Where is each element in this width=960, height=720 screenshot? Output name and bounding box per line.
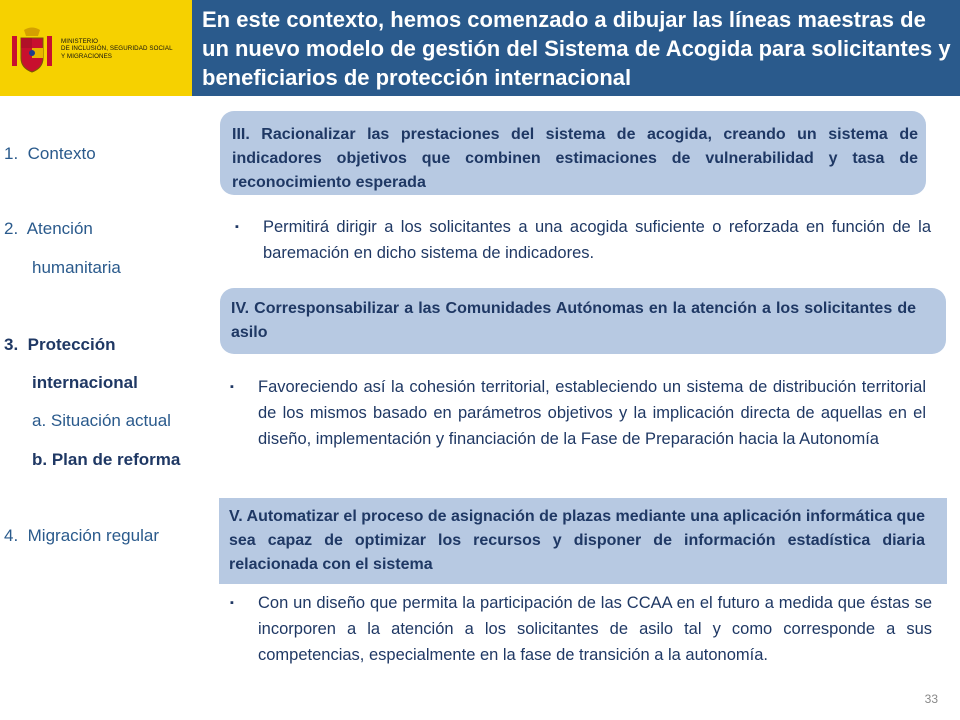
bullet-text: Permitirá dirigir a los solicitantes a una acogida suficiente o reforzada en función de la baremación en dicho sistema de indicadores. [263, 218, 931, 262]
nav-subitem-plan-de-reforma[interactable] [32, 450, 180, 470]
nav-label: Migración regular [27, 526, 159, 545]
section-heading-v: V. Automatizar el proceso de asignación de plazas mediante una aplicación informática que sea capaz de optimizar los recursos y disponer de información estadística diaria relacionada con el sistema [219, 498, 947, 584]
page-number: 33 [924, 692, 938, 706]
nav-number: 1. [4, 144, 19, 163]
nav-item-atencion-humanitaria[interactable] [4, 219, 93, 239]
nav-item-proteccion-internacional[interactable] [4, 335, 116, 355]
nav-label: Protección [27, 335, 116, 354]
nav-number: 2. [4, 219, 19, 238]
nav-number: 3. [4, 335, 19, 354]
nav-number: a. [32, 411, 47, 430]
nav-label: Contexto [27, 144, 96, 163]
coat-of-arms-icon [10, 26, 54, 74]
section-bullet-iv [230, 374, 926, 452]
page-title: En este contexto, hemos comenzado a dibujar las líneas maestras de un nuevo modelo de gestión del Sistema de Acogida para solicitantes y beneficiarios de protección internacional [202, 7, 951, 90]
nav-item-label-cont: internacional [32, 373, 138, 392]
bullet-marker-icon: ▪ [235, 221, 239, 233]
bullet-marker-icon: ▪ [230, 381, 234, 393]
nav-subitem-situacion-actual[interactable] [32, 411, 171, 431]
bullet-text: Con un diseño que permita la participación de las CCAA en el futuro a medida que éstas se incorporen a la atención a los solicitantes de asilo tal y como corresponde a sus competencias, especialmente en la fase de transición a la autonomía. [258, 594, 932, 664]
ministry-line: DE INCLUSIÓN, SEGURIDAD SOCIAL [61, 45, 173, 53]
nav-label: Plan de reforma [51, 450, 181, 469]
nav-label: Situación actual [50, 411, 171, 430]
section-bullet-v [230, 590, 932, 668]
logo-band [0, 0, 192, 96]
section-heading-iv: IV. Corresponsabilizar a las Comunidades Autónomas en la atención a los solicitantes de asilo [220, 288, 946, 354]
nav-item-migracion-regular[interactable] [4, 526, 159, 546]
bullet-marker-icon: ▪ [230, 597, 234, 609]
nav-label: Atención [26, 219, 93, 238]
ministry-name [61, 38, 191, 60]
ministry-line: MINISTERIO [61, 38, 99, 45]
nav-item-contexto[interactable] [4, 144, 96, 164]
nav-number: 4. [4, 526, 19, 545]
ministry-line: Y MIGRACIONES [61, 52, 113, 60]
section-bullet-iii [235, 214, 931, 266]
nav-item-label-cont: humanitaria [32, 258, 121, 277]
bullet-text: Favoreciendo así la cohesión territorial, estableciendo un sistema de distribución territorial de los mismos basado en parámetros objetivos y la implicación directa de aquellas en el diseño, implementación y financiación de la Fase de Preparación hacia la Autonomía [258, 378, 926, 448]
section-heading-iii: III. Racionalizar las prestaciones del sistema de acogida, creando un sistema de indicadores objetivos que combinen estimaciones de vulnerabilidad y tasa de reconocimiento esperada [220, 111, 926, 195]
nav-number: b. [32, 450, 48, 469]
